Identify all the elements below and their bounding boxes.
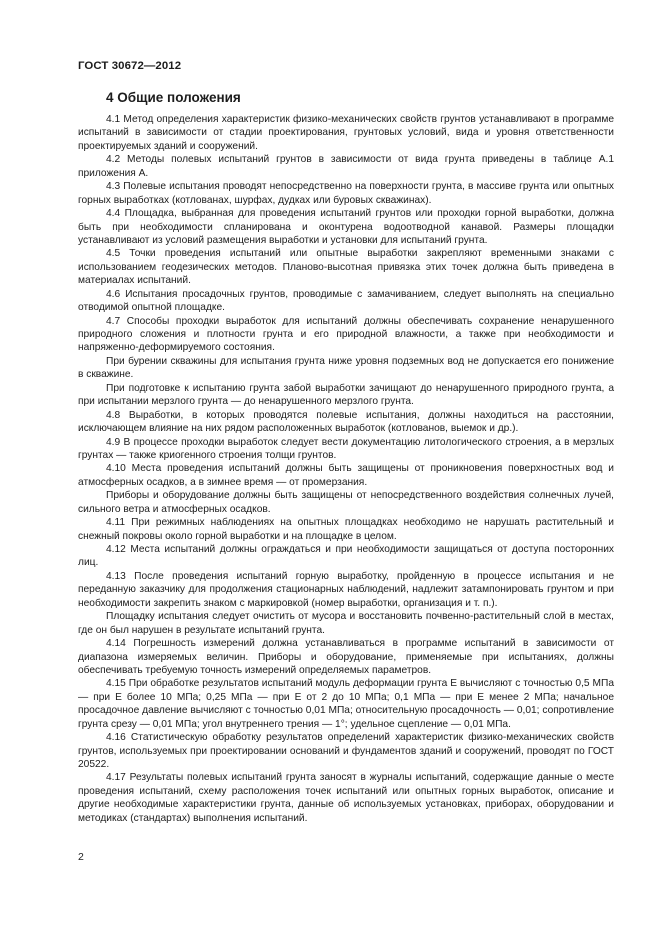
paragraph-4-7: 4.7 Способы проходки выработок для испытаний должны обеспечивать сохранение ненарушенного природного сложения и плотности грунта и его природной влажности, а также при необходимости и напряженно-деформируемого состояния.	[78, 315, 614, 354]
paragraph-4-15: 4.15 При обработке результатов испытаний модуль деформации грунта E вычисляют с точностью 0,5 МПа — при E более 10 МПа; 0,25 МПа — при E от 2 до 10 МПа; 0,1 МПа — при E менее 2 МПа; начальное просадочное давление вычисляют с точностью 0,01 МПа; относительную просадочность — 0,01; сопротивление грунта срезу — 0,01 МПа; угол внутреннего трения — 1°; удельное сцепление — 0,01 МПа.	[78, 678, 614, 730]
paragraph-4-16: 4.16 Статистическую обработку результатов определений характеристик физико-механических свойств грунтов, используемых при проектировании оснований и фундаментов зданий и сооружений, проводят по ГОСТ 20522.	[78, 732, 614, 770]
paragraph-4-10-equipment: Приборы и оборудование должны быть защищены от непосредственного воздействия солнечных лучей, сильного ветра и атмосферных осадков.	[78, 490, 614, 515]
paragraph-4-14: 4.14 Погрешность измерений должна устанавливаться в программе испытаний в зависимости от диапазона измеряемых величин. Приборы и оборудование, применяемые при испытаниях, должны обеспечивать требуемую точность измерений определяемых параметров.	[78, 638, 614, 676]
paragraph-4-6: 4.6 Испытания просадочных грунтов, проводимые с замачиванием, следует выполнять на специально отводимой опытной площадке.	[78, 288, 614, 314]
section-title: 4 Общие положения	[106, 90, 241, 105]
paragraph-4-11: 4.11 При режимных наблюдениях на опытных площадках необходимо не нарушать растительный и снежный покровы около горной выработки и на площадке в целом.	[78, 517, 614, 542]
page-number: 2	[78, 851, 84, 863]
paragraph-4-13: 4.13 После проведения испытаний горную выработку, пройденную в процессе испытания и не переданную заказчику для продолжения стационарных наблюдений, надлежит затампонировать грунтом и при необходимости закрепить знаком с маркировкой (номер выработки, организация и т. п.).	[78, 570, 614, 609]
paragraph-4-12: 4.12 Места испытаний должны ограждаться и при необходимости защищаться от доступа посторонних лиц.	[78, 544, 614, 569]
paragraph-4-1: 4.1 Метод определения характеристик физико-механических свойств грунтов устанавливают в программе испытаний в зависимости от стадии проектирования, грунтовых условий, вида и уровня ответственности проектируемых зданий и сооружений.	[78, 114, 614, 152]
paragraph-4-2: 4.2 Методы полевых испытаний грунтов в зависимости от вида грунта приведены в таблице А.1 приложения А.	[78, 154, 614, 179]
paragraph-4-10: 4.10 Места проведения испытаний должны быть защищены от проникновения поверхностных вод и атмосферных осадков, а в зимнее время — от промерзания.	[78, 463, 614, 488]
paragraph-4-13-site: Площадку испытания следует очистить от мусора и восстановить почвенно-растительный слой в местах, где он был нарушен в результате испытаний грунта.	[78, 611, 614, 636]
paragraph-4-7-boring: При бурении скважины для испытания грунта ниже уровня подземных вод не допускается его понижение в скважине.	[78, 355, 614, 381]
paragraph-4-8: 4.8 Выработки, в которых проводятся полевые испытания, должны находиться на расстоянии, исключающем влияние на них рядом расположенных выработок (котлованов, выемок и др.).	[78, 409, 614, 435]
section-body	[78, 113, 614, 825]
paragraph-4-5: 4.5 Точки проведения испытаний или опытные выработки закрепляют временными знаками с использованием геодезических методов. Планово-высотная привязка этих точек должна быть приведена в материалах испытаний.	[78, 248, 614, 287]
paragraph-4-9: 4.9 В процессе проходки выработок следует вести документацию литологического строения, а в мерзлых грунтах — также криогенного строения толщи грунтов.	[78, 436, 614, 461]
standard-code-header: ГОСТ 30672—2012	[78, 60, 182, 72]
paragraph-4-7-preparation: При подготовке к испытанию грунта забой выработки зачищают до ненарушенного природного грунта, а при испытании мерзлого грунта — до ненарушенного мерзлого грунта.	[78, 382, 614, 408]
paragraph-4-3: 4.3 Полевые испытания проводят непосредственно на поверхности грунта, в массиве грунта или опытных горных выработках (котлованах, шурфах, дудках или буровых скважинах).	[78, 181, 614, 206]
paragraph-4-4: 4.4 Площадка, выбранная для проведения испытаний грунтов или проходки горной выработки, должна быть при необходимости спланирована и оконтурена водоотводной канавой. Размеры площадки устанавливают из условий размещения выработки и установки для испытаний грунта.	[78, 208, 614, 246]
paragraph-4-17: 4.17 Результаты полевых испытаний грунта заносят в журналы испытаний, содержащие данные о месте проведения испытаний, схему расположения точек испытаний или опытных горных выработок, описание и другие необходимые характеристики грунта, данные об используемых установках, приборах, оборудовании и методиках (стандартах) выполнения испытаний.	[78, 772, 614, 824]
